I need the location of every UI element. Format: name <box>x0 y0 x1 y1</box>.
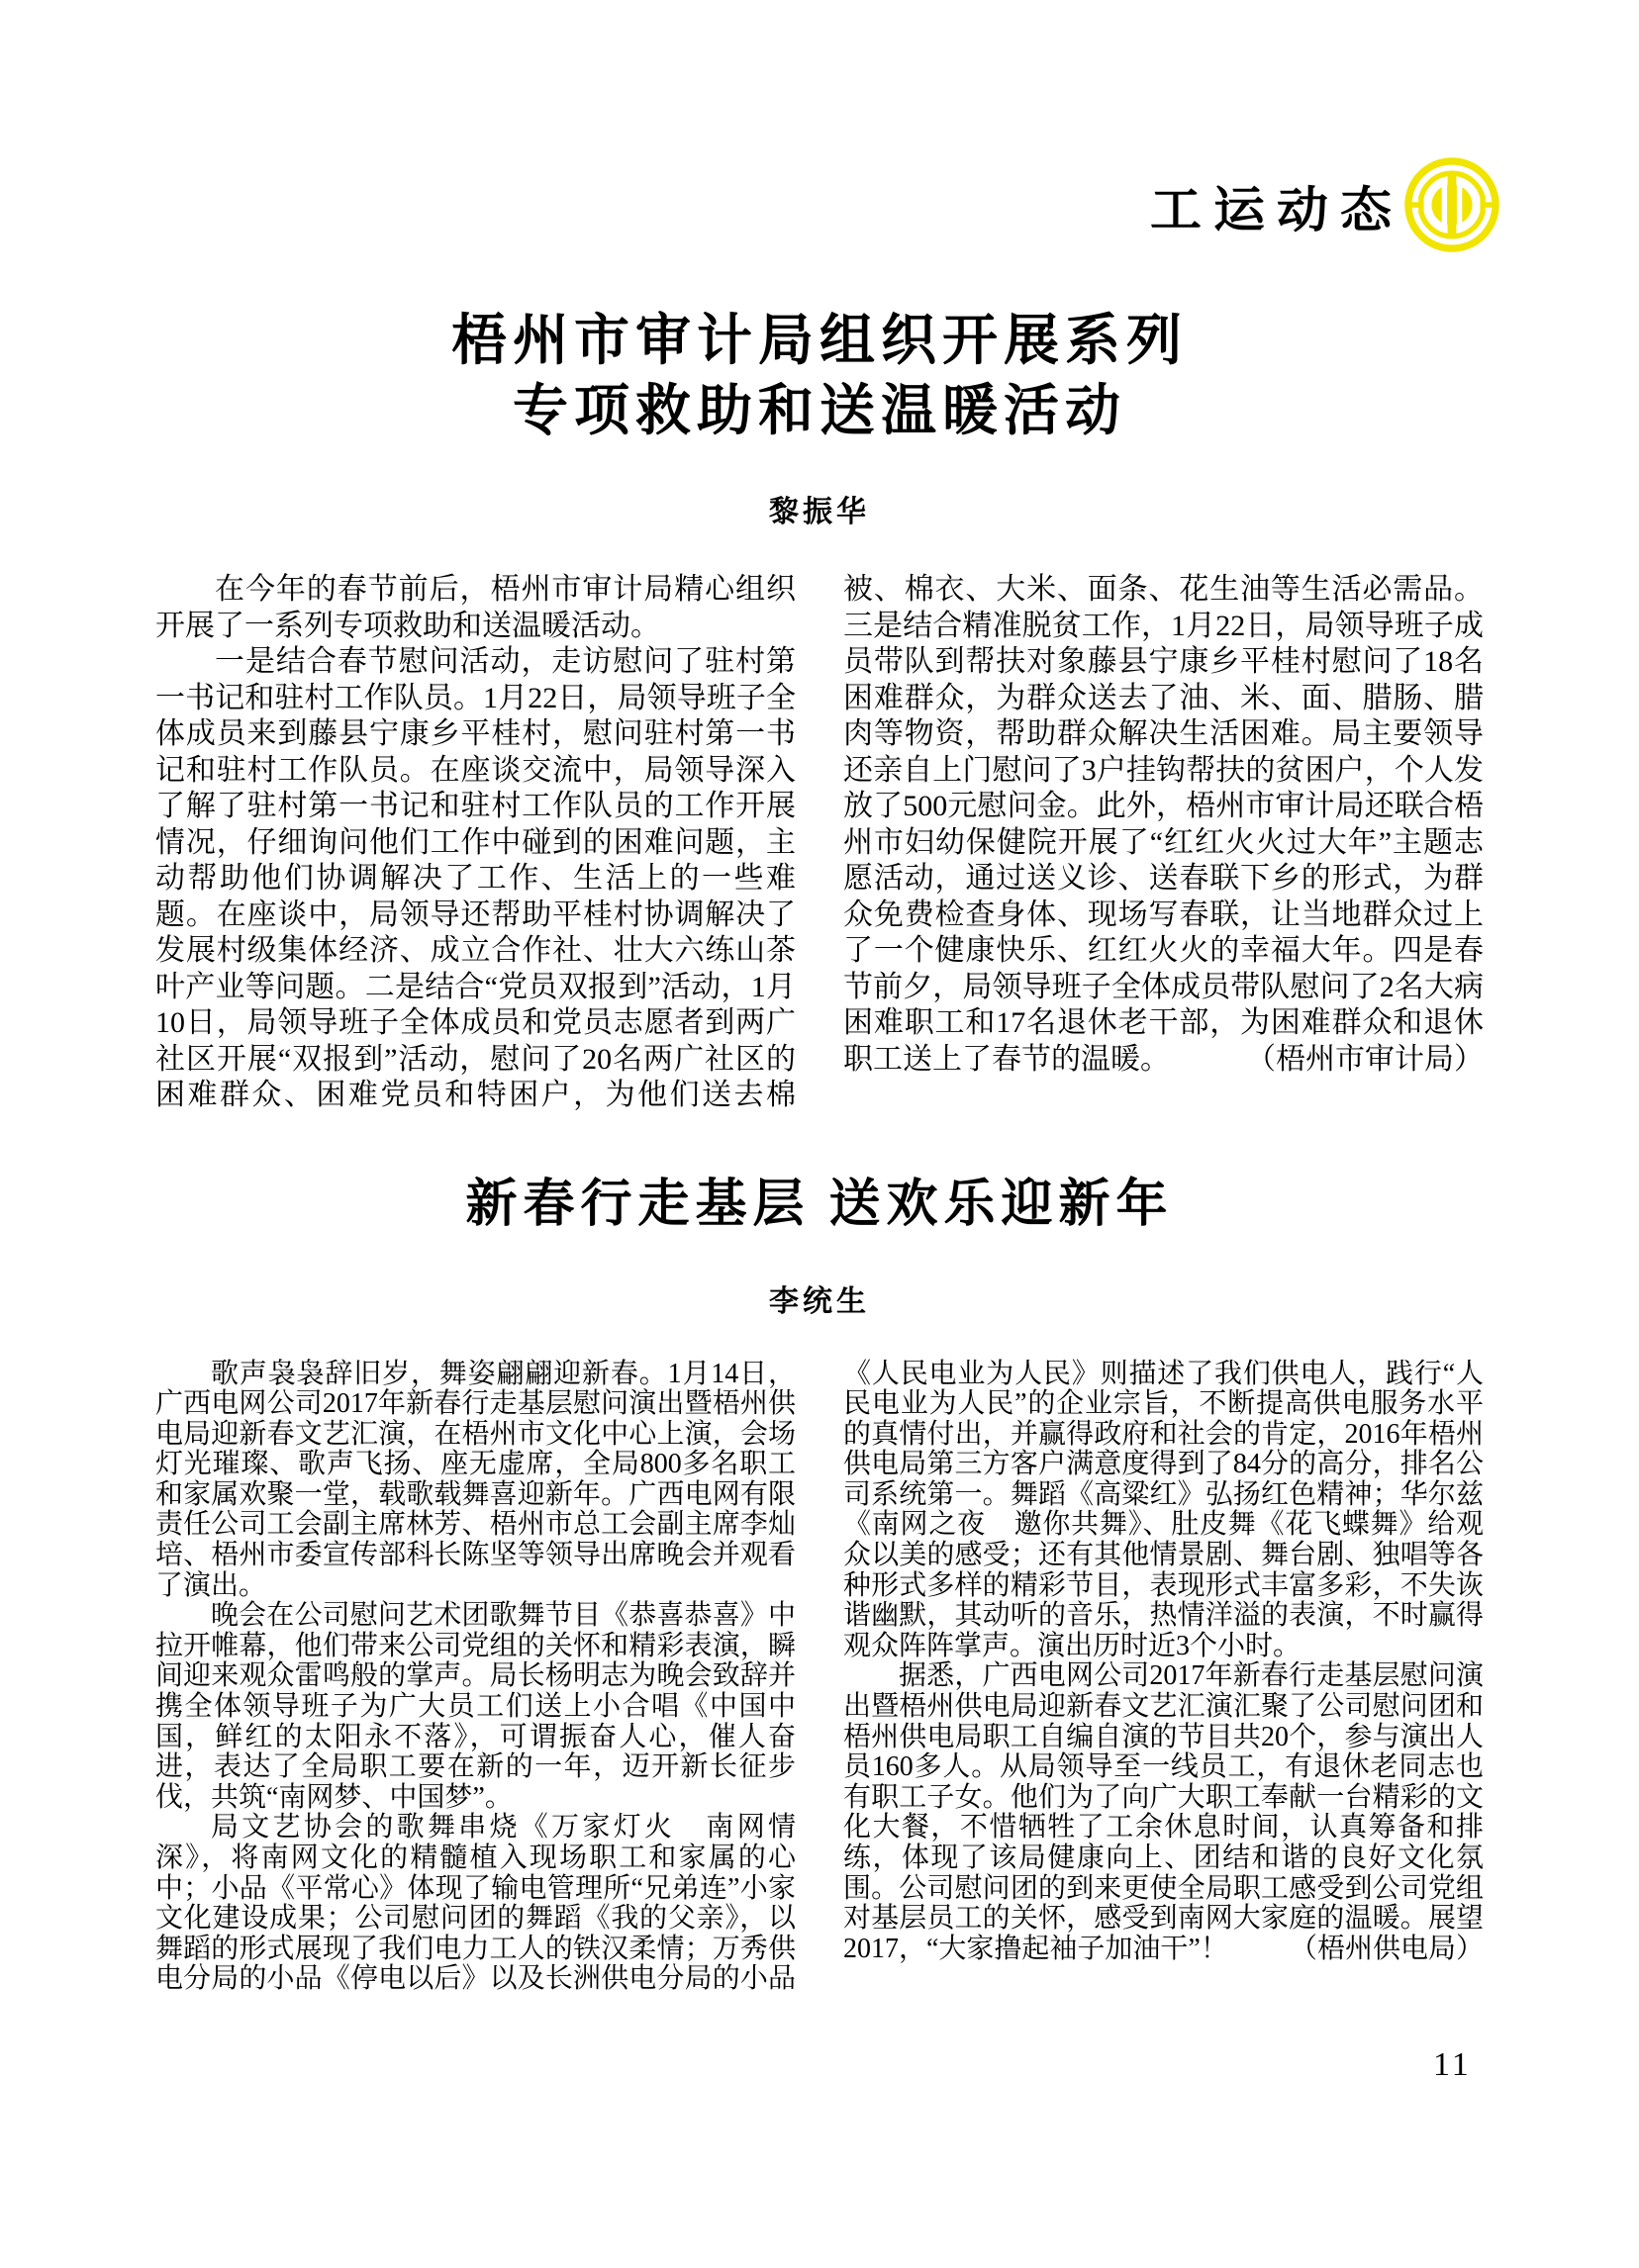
article-1-attribution: （梧州市审计局） <box>1246 1042 1484 1076</box>
paragraph-text: 歌声袅袅辞旧岁，舞姿翩翩迎新春。1月14日，广西电网公司2017年新春行走基层慰问演出暨梧州供电局迎新春文艺汇演，在梧州市文化中心上演，会场灯光璀璨、歌声飞扬、座无虚席，全局800多名职工和家属欢聚一堂，载歌载舞喜迎新年。广西电网有限责任公司工会副主席林芳、梧州市总工会副主席李灿培、梧州市委宣传部科长陈坚等领导出席晚会并观看了演出。 <box>155 1358 796 1601</box>
paragraph-text: 据悉，广西电网公司2017年新春行走基层慰问演出暨梧州供电局迎新春文艺汇演汇聚了公司慰问团和梧州供电局职工自编自演的节目共20个，参与演出人员160多人。从局领导至一线员工，有退休老同志也有职工子女。他们为了向广大职工奉献一台精彩的文化大餐，不惜牺牲了工余休息时间，认真筹备和排练，体现了该局健康向上、团结和谐的良好文化氛围。公司慰问团的到来更使全局职工感受到公司党组对基层员工的关怀，感受到南网大家庭的温暖。展望2017，“大家撸起袖子加油干”！ <box>843 1660 1484 1964</box>
paragraph <box>155 1360 796 1602</box>
paragraph <box>843 1661 1484 1964</box>
article-2-attribution: （梧州供电局） <box>1289 1933 1484 1964</box>
article-2-title: 新春行走基层 送欢乐迎新年 <box>465 1176 1174 1233</box>
paragraph-text: 晚会在公司慰问艺术团歌舞节目《恭喜恭喜》中拉开帷幕，他们带来公司党组的关怀和精彩表演，瞬间迎来观众雷鸣般的掌声。局长杨明志为晚会致辞并携全体领导班子为广大员工们送上小合唱《中国中国，鲜红的太阳永不落》，可谓振奋人心，催人奋进，表达了全局职工要在新的一年，迈开新长征步伐，共筑“南网梦、中国梦”。 <box>155 1600 796 1813</box>
paragraph <box>155 572 1484 1114</box>
paragraph <box>155 572 796 644</box>
article-2-author: 李统生 <box>769 1284 870 1318</box>
article-2-body <box>155 1360 1484 1995</box>
article-1-title-line-1: 梧州市审计局组织开展系列 <box>451 311 1188 372</box>
paragraph-text: 一是结合春节慰问活动，走访慰问了驻村第一书记和驻村工作队员。1月22日，局领导班子全体成员来到藤县宁康乡平桂村，慰问驻村第一书记和驻村工作队员。在座谈交流中，局领导深入了解了驻村第一书记和驻村工作队员的工作开展情况，仔细询问他们工作中碰到的困难问题，主动帮助他们协调解决了工作、生活上的一些难题。在座谈中，局领导还帮助平桂村协调解决了发展村级集体经济、成立合作社、壮大六练山茶叶产业等问题。二是结合“党员双报到”活动，1月10日，局领导班子全体成员和党员志愿者到两广社区开展“双报到”活动，慰问了20名两广社区的困难群众、困难党员和特困户，为他们送去棉被、棉衣、大米、面条、花生油等生活必需品。三是结合精准脱贫工作，1月22日，局领导班子成员带队到帮扶对象藤县宁康乡平桂村慰问了18名困难群众，为群众送去了油、米、面、腊肠、腊肉等物资，帮助群众解决生活困难。局主要领导还亲自上门慰问了3户挂钩帮扶的贫困户，个人发放了500元慰问金。此外，梧州市审计局还联合梧州市妇幼保健院开展了“红红火火过大年”主题志愿活动，通过送义诊、送春联下乡的形式，为群众免费检查身体、现场写春联，让当地群众过上了一个健康快乐、红红火火的幸福大年。四是春节前夕，局领导班子全体成员带队慰问了2名大病困难职工和17名退休老干部，为困难群众和退休职工送上了春节的温暖。 <box>155 573 1484 1111</box>
paragraph-text: 局文艺协会的歌舞串烧《万家灯火 南网情深》，将南网文化的精髓植入现场职工和家属的心中；小品《平常心》体现了输电管理所“兄弟连”小家文化建设成果；公司慰问团的舞蹈《我的父亲》，以舞蹈的形式展现了我们电力工人的铁汉柔情；万秀供电分局的小品《停电以后》以及长洲供电分局的小品《人民电业为人民》则描述了我们供电人，践行“人民电业为人民”的企业宗旨，不断提高供电服务水平的真情付出，并赢得政府和社会的肯定，2016年梧州供电局第三方客户满意度得到了84分的高分，排名公司系统第一。舞蹈《高粱红》弘扬红色精神；华尔兹《南网之夜 邀你共舞》、肚皮舞《花飞蝶舞》给观众以美的感受；还有其他情景剧、舞台剧、独唱等各种形式多样的精彩节目，表现形式丰富多彩，不失诙谐幽默，其动听的音乐，热情洋溢的表演，不时赢得观众阵阵掌声。演出历时近3个小时。 <box>155 1358 1484 1995</box>
page-number: 11 <box>1433 2046 1472 2083</box>
paragraph-text: 在今年的春节前后，梧州市审计局精心组织开展了一系列专项救助和送温暖活动。 <box>155 573 796 642</box>
article-1-author: 黎振华 <box>769 496 870 528</box>
page-header <box>1150 156 1500 253</box>
trade-union-logo-icon <box>1403 156 1500 253</box>
article-1-title-line-2: 专项救助和送温暖活动 <box>513 381 1126 442</box>
article-1-body <box>155 572 1484 1114</box>
article-new-year-gala <box>0 1114 1639 1995</box>
paragraph <box>155 1601 796 1813</box>
masthead-title: 工运动态 <box>1149 184 1403 238</box>
